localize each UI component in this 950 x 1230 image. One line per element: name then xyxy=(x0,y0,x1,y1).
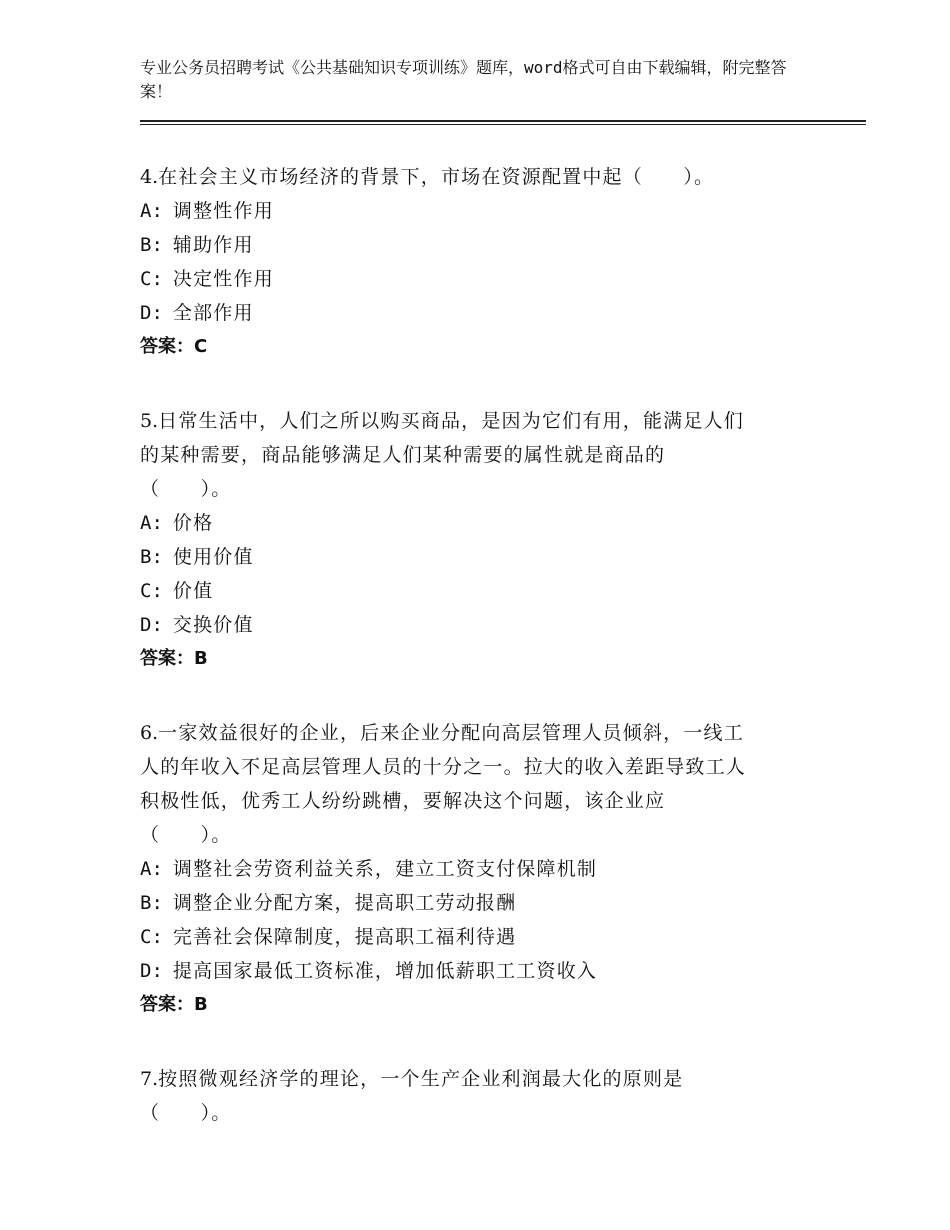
question-stem-line xyxy=(140,472,820,506)
option-text: 调整社会劳资利益关系，建立工资支付保障机制 xyxy=(172,858,598,880)
question-number: 5. xyxy=(140,410,159,432)
question-stem-text: 按照微观经济学的理论，一个生产企业利润最大化的原则是 xyxy=(158,1068,684,1090)
answer-option xyxy=(140,262,820,296)
option-letter: C: xyxy=(140,580,163,602)
question-block xyxy=(140,404,820,676)
option-text: 价值 xyxy=(172,580,214,602)
option-letter: D: xyxy=(140,614,163,636)
question-stem xyxy=(140,404,820,506)
answer-option xyxy=(140,852,820,886)
option-letter: D: xyxy=(140,302,163,324)
question-stem-line xyxy=(140,818,820,852)
answer-option xyxy=(140,920,820,954)
option-text: 全部作用 xyxy=(172,302,254,324)
option-letter: C: xyxy=(140,268,163,290)
answer-key: 答案：B xyxy=(140,994,208,1015)
option-text: 决定性作用 xyxy=(172,268,274,290)
answer-option xyxy=(140,574,820,608)
document-header xyxy=(140,56,800,104)
question-stem-line xyxy=(140,750,820,784)
question-block xyxy=(140,716,820,1022)
question-stem-text: 积极性低，优秀工人纷纷跳槽，要解决这个问题，该企业应 xyxy=(140,790,666,812)
header-divider-thin xyxy=(140,124,866,125)
question-block xyxy=(140,1062,820,1130)
answer-option xyxy=(140,228,820,262)
question-number: 7. xyxy=(140,1068,159,1090)
option-letter: A: xyxy=(140,512,163,534)
question-stem xyxy=(140,1062,820,1130)
question-block xyxy=(140,160,820,364)
option-text: 调整性作用 xyxy=(172,200,274,222)
answer-option xyxy=(140,886,820,920)
question-stem-text: 人的年收入不足高层管理人员的十分之一。拉大的收入差距导致工人 xyxy=(140,756,747,778)
question-number: 6. xyxy=(140,722,159,744)
question-stem-line xyxy=(140,716,820,750)
option-letter: A: xyxy=(140,858,163,880)
option-text: 调整企业分配方案，提高职工劳动报酬 xyxy=(172,892,517,914)
question-stem-text: （ ）。 xyxy=(140,478,232,500)
answer-key: 答案：C xyxy=(140,336,208,357)
option-text: 价格 xyxy=(172,512,214,534)
answer-option xyxy=(140,194,820,228)
question-stem xyxy=(140,160,820,194)
option-letter: D: xyxy=(140,960,163,982)
option-text: 完善社会保障制度，提高职工福利待遇 xyxy=(172,926,517,948)
question-stem-text: 一家效益很好的企业，后来企业分配向高层管理人员倾斜，一线工 xyxy=(158,722,744,744)
answer-option xyxy=(140,506,820,540)
question-stem-line xyxy=(140,438,820,472)
question-list xyxy=(140,160,820,1170)
question-stem-text: 日常生活中，人们之所以购买商品，是因为它们有用，能满足人们 xyxy=(158,410,744,432)
question-stem-line xyxy=(140,160,820,194)
question-stem-text: （ ）。 xyxy=(140,1102,232,1124)
question-stem-line xyxy=(140,1062,820,1096)
question-stem xyxy=(140,716,820,852)
answer-option xyxy=(140,954,820,988)
option-letter: A: xyxy=(140,200,163,222)
question-number: 4. xyxy=(140,166,159,188)
question-stem-text: 的某种需要，商品能够满足人们某种需要的属性就是商品的 xyxy=(140,444,666,466)
question-stem-text: （ ）。 xyxy=(140,824,232,846)
option-letter: B: xyxy=(140,234,163,256)
option-text: 提高国家最低工资标准，增加低薪职工工资收入 xyxy=(172,960,598,982)
answer-option xyxy=(140,540,820,574)
question-stem-line xyxy=(140,784,820,818)
answer-key: 答案：B xyxy=(140,648,208,669)
question-stem-line xyxy=(140,404,820,438)
header-text: 专业公务员招聘考试《公共基础知识专项训练》题库，word格式可自由下载编辑，附完整答案！ xyxy=(140,58,787,101)
option-letter: B: xyxy=(140,892,163,914)
option-text: 辅助作用 xyxy=(172,234,254,256)
question-stem-text: 在社会主义市场经济的背景下，市场在资源配置中起（ ）。 xyxy=(158,166,715,188)
option-text: 交换价值 xyxy=(172,614,254,636)
option-letter: C: xyxy=(140,926,163,948)
answer-option xyxy=(140,296,820,330)
question-stem-line xyxy=(140,1096,820,1130)
answer-option xyxy=(140,608,820,642)
header-divider-thick xyxy=(140,120,866,122)
option-letter: B: xyxy=(140,546,163,568)
option-text: 使用价值 xyxy=(172,546,254,568)
